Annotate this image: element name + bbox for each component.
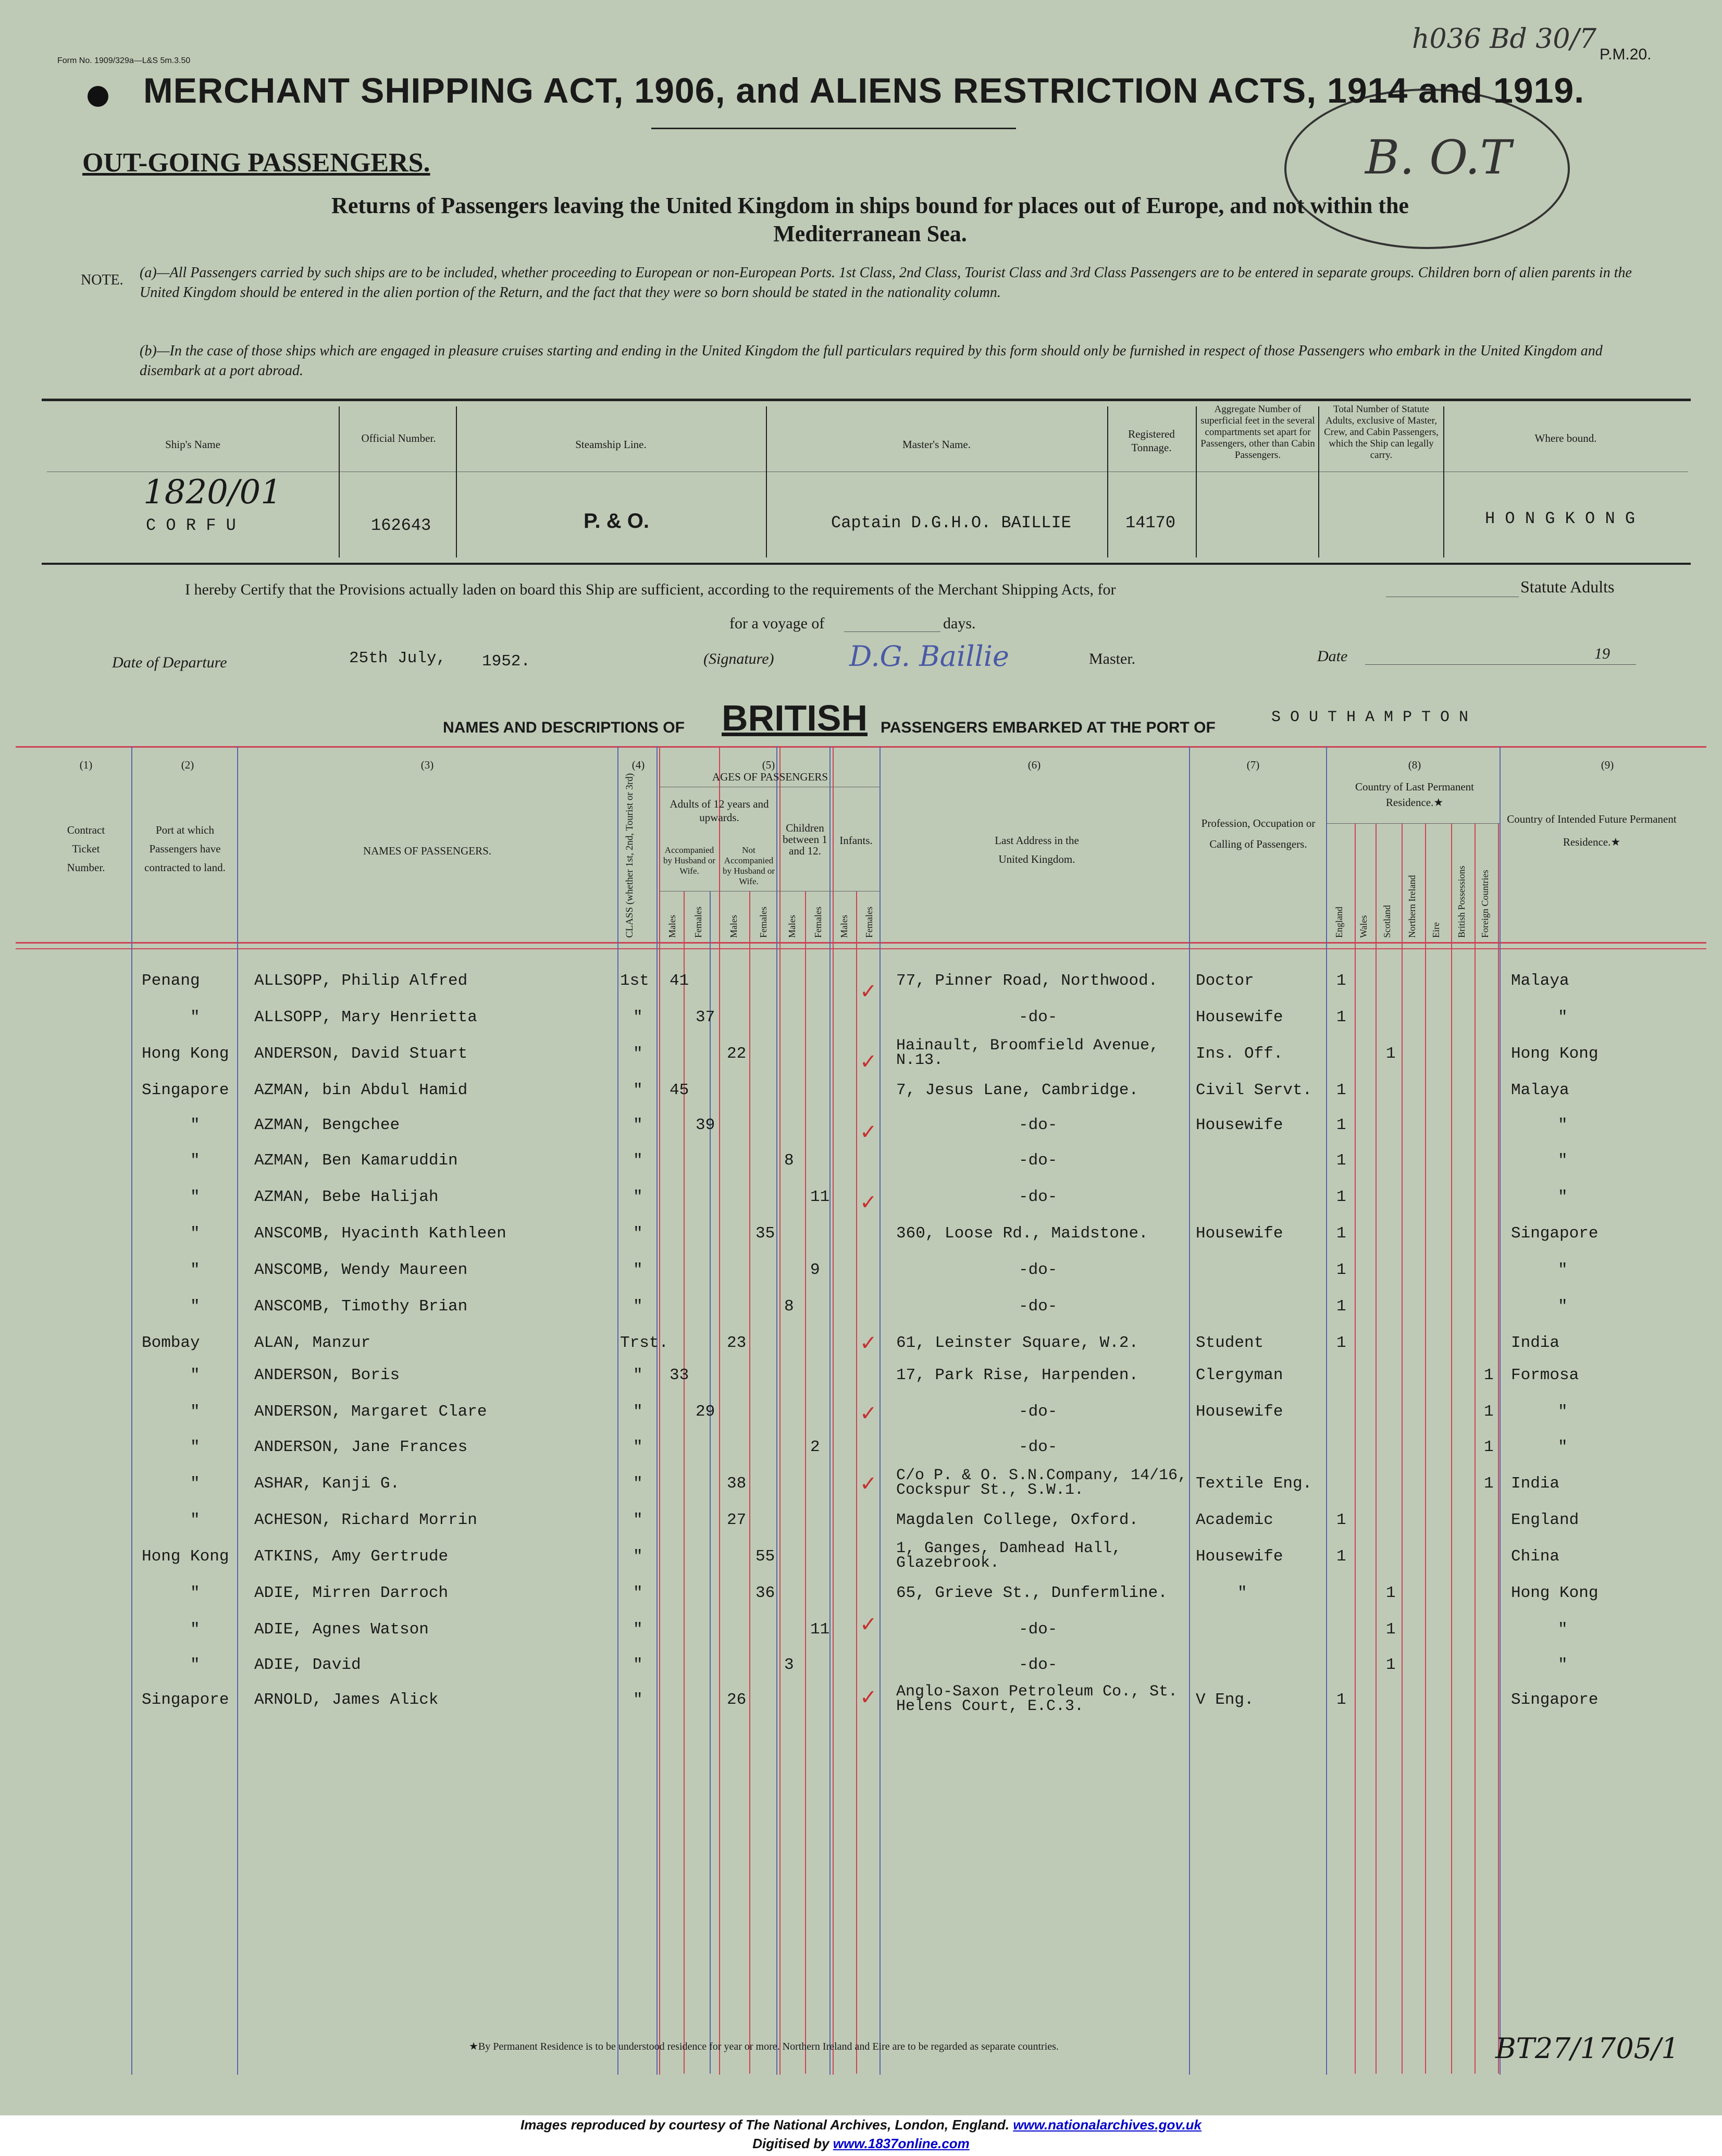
ship-ref-number: 1820/01 [143, 473, 282, 512]
future-residence: Malaya [1511, 972, 1569, 990]
profession: Textile Eng. [1196, 1474, 1312, 1493]
port-of-landing: " [190, 1151, 200, 1170]
passenger-age: 8 [784, 1151, 794, 1170]
country-rule [1326, 823, 1500, 824]
last-address: -do- [1019, 1620, 1058, 1639]
ships-name-header: Ship's Name [165, 438, 220, 451]
master-label: Master. [1089, 650, 1136, 667]
profession: " [1237, 1584, 1247, 1602]
passenger-name: ANDERSON, Boris [254, 1366, 400, 1384]
credit-footer [0, 2115, 1722, 2156]
males-label: Males [728, 915, 739, 938]
residence-mark: 1 [1336, 1297, 1346, 1316]
passenger-age: 2 [810, 1438, 820, 1456]
passenger-class: " [633, 1691, 643, 1709]
passenger-name: ALLSOPP, Mary Henrietta [254, 1008, 477, 1026]
passenger-age: 22 [727, 1045, 747, 1063]
table-row [0, 1297, 1722, 1334]
aggregate-header: Aggregate Number of superficial feet in the several compartments set apart for Passengers, other than Cabin Passengers. [1200, 404, 1315, 461]
future-residence: Hong Kong [1511, 1584, 1599, 1602]
ship-col-divider [1443, 406, 1444, 557]
residence-mark: 1 [1336, 1151, 1346, 1170]
passenger-class: " [633, 1511, 643, 1529]
last-address: -do- [1019, 1188, 1058, 1206]
port-of-landing: " [190, 1656, 200, 1674]
passenger-age: 45 [670, 1081, 689, 1099]
residence-mark: 1 [1484, 1366, 1494, 1384]
table-row [0, 1511, 1722, 1547]
passenger-name: ARNOLD, James Alick [254, 1691, 439, 1709]
ship-col-divider [339, 406, 340, 557]
future-residence: Malaya [1511, 1081, 1569, 1099]
scotland-label: Scotland [1382, 905, 1392, 938]
port-of-landing: Bombay [142, 1334, 200, 1352]
residence-mark: 1 [1336, 1511, 1346, 1529]
passenger-name: AZMAN, bin Abdul Hamid [254, 1081, 468, 1099]
passenger-name: ACHESON, Richard Morrin [254, 1511, 477, 1529]
master-signature: D.G. Baillie [849, 640, 1009, 673]
passenger-class: " [633, 1366, 643, 1384]
last-address: -do- [1019, 1438, 1058, 1456]
red-rule [16, 942, 1706, 944]
accompanied-header: Accompanied by Husband or Wife. [663, 845, 716, 876]
future-residence: Singapore [1511, 1224, 1599, 1243]
contract-header: Contract Ticket Number. [67, 824, 105, 874]
col-num-1: (1) [79, 759, 93, 771]
circle-stamp-text: B. O.T [1365, 130, 1512, 185]
passenger-name: ANSCOMB, Timothy Brian [254, 1297, 468, 1316]
port-of-landing: " [190, 1403, 200, 1421]
total-number-header: Total Number of Statute Adults, exclusive of Master, Crew, and Cabin Passengers, which the Ship can legally carry. [1324, 404, 1439, 461]
passenger-age: 35 [755, 1224, 775, 1243]
residence-mark: 1 [1336, 1261, 1346, 1279]
steamship-line: P. & O. [584, 510, 649, 532]
passenger-age: 55 [755, 1547, 775, 1566]
date-label: Date [1317, 648, 1348, 665]
passenger-class: " [633, 1403, 643, 1421]
profession: V Eng. [1196, 1691, 1254, 1709]
profession: Housewife [1196, 1224, 1283, 1243]
future-residence: " [1558, 1403, 1568, 1421]
form-code: P.M.20. [1600, 46, 1652, 63]
passenger-class: " [633, 1188, 643, 1206]
table-row [0, 1540, 1722, 1584]
future-residence: China [1511, 1547, 1560, 1566]
ship-col-divider [456, 406, 457, 557]
passenger-name: ANDERSON, Jane Frances [254, 1438, 468, 1456]
last-address: -do- [1019, 1008, 1058, 1026]
profession: Housewife [1196, 1403, 1283, 1421]
national-archives-link[interactable]: www.nationalarchives.gov.uk [1013, 2117, 1202, 2133]
last-address: 77, Pinner Road, Northwood. [896, 972, 1158, 990]
date-year-label: 19 [1594, 645, 1610, 662]
passenger-class: " [633, 1547, 643, 1566]
table-row [0, 1366, 1722, 1403]
future-residence: " [1558, 1008, 1568, 1026]
table-row [0, 1151, 1722, 1188]
passenger-class: " [633, 1008, 643, 1026]
last-address-header: Last Address in the United Kingdom. [995, 834, 1079, 865]
northern-ireland-label: Northern Ireland [1407, 875, 1417, 938]
passenger-class: 1st [620, 972, 649, 990]
port-of-landing: " [190, 1511, 200, 1529]
passenger-class: " [633, 1261, 643, 1279]
passenger-age: 23 [727, 1334, 747, 1352]
passenger-age: 33 [670, 1366, 689, 1384]
port-of-landing: " [190, 1438, 200, 1456]
port-of-landing: " [190, 1366, 200, 1384]
future-residence: Formosa [1511, 1366, 1579, 1384]
port-of-landing: " [190, 1297, 200, 1316]
last-address: -do- [1019, 1403, 1058, 1421]
ship-col-divider [766, 406, 767, 557]
note-label: NOTE. [81, 272, 123, 288]
future-residence: " [1558, 1656, 1568, 1674]
red-check-mark: ✓ [860, 1050, 877, 1074]
profession: Student [1196, 1334, 1264, 1352]
port-of-landing: Hong Kong [142, 1045, 229, 1063]
red-check-mark: ✓ [860, 1472, 877, 1496]
future-residence: India [1511, 1334, 1560, 1352]
last-address: 61, Leinster Square, W.2. [896, 1334, 1139, 1352]
voyage-label: for a voyage of [729, 615, 825, 632]
credit-text: Digitised by [752, 2136, 829, 2151]
red-check-mark: ✓ [860, 1120, 877, 1144]
passenger-age: 27 [727, 1511, 747, 1529]
credit-line-1 [0, 2115, 1722, 2134]
females-label: Females [693, 907, 703, 938]
credit-text: Images reproduced by courtesy of The National Archives, London, England. [520, 2117, 1010, 2133]
profession: Ins. Off. [1196, 1045, 1283, 1063]
credit-line-2 [0, 2134, 1722, 2153]
passenger-name: ANSCOMB, Wendy Maureen [254, 1261, 468, 1279]
passenger-name: ANDERSON, Margaret Clare [254, 1403, 487, 1421]
last-address: 1, Ganges, Damhead Hall, Glazebrook. [896, 1540, 1122, 1572]
official-number-header: Official Number. [361, 432, 436, 444]
port-of-landing: Penang [142, 972, 200, 990]
col-num-8: (8) [1408, 759, 1421, 771]
residence-mark: 1 [1336, 1188, 1346, 1206]
passenger-name: AZMAN, Ben Kamaruddin [254, 1151, 458, 1170]
females-label: Females [758, 907, 769, 938]
class-header: CLASS (whether 1st, 2nd, Tourist or 3rd) [624, 773, 635, 938]
passenger-class: " [633, 1438, 643, 1456]
last-address: -do- [1019, 1261, 1058, 1279]
passenger-class: " [633, 1224, 643, 1243]
port-of-embarkation: S O U T H A M P T O N [1271, 709, 1469, 726]
passenger-class: " [633, 1474, 643, 1493]
port-of-landing: Singapore [142, 1081, 229, 1099]
females-label: Females [813, 907, 823, 938]
table-row [0, 1261, 1722, 1297]
passenger-class: " [633, 1620, 643, 1639]
future-residence: " [1558, 1261, 1568, 1279]
departure-year: 1952. [482, 652, 531, 671]
outgoing-heading: OUT-GOING PASSENGERS. [82, 148, 430, 178]
passenger-name: ADIE, Mirren Darroch [254, 1584, 449, 1602]
names-heading-post: PASSENGERS EMBARKED AT THE PORT OF [881, 719, 1216, 736]
future-residence: Singapore [1511, 1691, 1599, 1709]
passenger-name: ADIE, David [254, 1656, 361, 1674]
red-check-mark: ✓ [860, 1686, 877, 1709]
note-b: (b)—In the case of those ships which are engaged in pleasure cruises starting and ending in the United Kingdom the full particulars required by this form should only be furnished in respect of those Passengers who embark in the United Kingdom and disembark at a port abroad. [140, 343, 1603, 379]
profession: Academic [1196, 1511, 1273, 1529]
port-of-landing: " [190, 1584, 200, 1602]
col-num-7: (7) [1246, 759, 1260, 771]
residence-mark: 1 [1484, 1403, 1494, 1421]
where-bound-header: Where bound. [1534, 432, 1597, 444]
future-residence: " [1558, 1151, 1568, 1170]
ship-col-divider [1107, 406, 1108, 557]
table-row [0, 1008, 1722, 1045]
eire-label: Eire [1431, 922, 1441, 938]
passenger-name: AZMAN, Bebe Halijah [254, 1188, 439, 1206]
females-label: Females [864, 907, 874, 938]
port-of-landing: " [190, 1224, 200, 1243]
certify-text: I hereby Certify that the Provisions actually laden on board this Ship are sufficient, according to the requirements of the Merchant Shipping Acts, for [185, 581, 1116, 598]
passenger-age: 37 [696, 1008, 715, 1026]
voyage-days: days. [943, 615, 976, 632]
last-address: Anglo-Saxon Petroleum Co., St. Helens Court, E.C.3. [896, 1683, 1178, 1715]
steamship-line-header: Steamship Line. [575, 438, 647, 451]
masters-name-header: Master's Name. [902, 438, 971, 451]
country-last-header: Country of Last Permanent Residence.★ [1355, 780, 1475, 809]
passenger-age: 41 [670, 972, 689, 990]
future-residence: " [1558, 1620, 1568, 1639]
passenger-name: ASHAR, Kanji G. [254, 1474, 400, 1493]
residence-mark: 1 [1336, 1008, 1346, 1026]
future-residence-header: Country of Intended Future Permanent Residence.★ [1507, 813, 1677, 848]
ship-table-top-rule [42, 399, 1691, 401]
registered-tonnage: 14170 [1125, 513, 1176, 532]
returns-heading: Returns of Passengers leaving the United Kingdom in ships bound for places out of Europe, and not within the Mediterranean Sea. [331, 193, 1409, 246]
profession: Doctor [1196, 972, 1254, 990]
last-address: 360, Loose Rd., Maidstone. [896, 1224, 1148, 1243]
last-address: 7, Jesus Lane, Cambridge. [896, 1081, 1139, 1099]
residence-mark: 1 [1336, 1547, 1346, 1566]
document-title: MERCHANT SHIPPING ACT, 1906, and ALIENS RESTRICTION ACTS, 1914 and 1919. [143, 71, 1585, 110]
residence-mark: 1 [1484, 1438, 1494, 1456]
names-heading-pre: NAMES AND DESCRIPTIONS OF [443, 719, 685, 736]
profession: Housewife [1196, 1547, 1283, 1566]
port-header: Port at which Passengers have contracted to land. [144, 824, 226, 874]
port-of-landing: " [190, 1188, 200, 1206]
where-bound: H O N G K O N G [1485, 509, 1636, 528]
table-row [0, 1438, 1722, 1474]
males-label: Males [667, 915, 677, 938]
table-row [0, 1224, 1722, 1261]
ship-col-divider [1196, 406, 1197, 557]
port-of-landing: " [190, 1474, 200, 1493]
port-of-landing: " [190, 1261, 200, 1279]
nationality-heading: BRITISH [722, 698, 868, 738]
profession: Housewife [1196, 1008, 1283, 1026]
future-residence: " [1558, 1116, 1568, 1134]
names-header: NAMES OF PASSENGERS. [363, 845, 492, 857]
date-of-departure: 25th July, [349, 649, 447, 667]
males-label: Males [787, 915, 797, 938]
passenger-class: " [633, 1297, 643, 1316]
red-check-mark: ✓ [860, 1191, 877, 1215]
port-of-landing: Singapore [142, 1691, 229, 1709]
col-num-5: (5) [762, 759, 775, 771]
profession: Clergyman [1196, 1366, 1283, 1384]
british-possessions-label: British Possessions [1456, 865, 1467, 938]
passenger-age: 9 [810, 1261, 820, 1279]
last-address: -do- [1019, 1151, 1058, 1170]
passenger-age: 3 [784, 1656, 794, 1674]
official-number: 162643 [371, 516, 431, 535]
future-residence: " [1558, 1297, 1568, 1316]
dotted-blank [844, 631, 940, 632]
signature-label: (Signature) [703, 650, 774, 667]
ages-header: AGES OF PASSENGERS [712, 771, 828, 783]
residence-mark: 1 [1386, 1045, 1396, 1063]
residence-mark: 1 [1336, 1081, 1346, 1099]
passenger-age: 11 [810, 1620, 830, 1639]
last-address: 17, Park Rise, Harpenden. [896, 1366, 1139, 1384]
port-of-landing: " [190, 1116, 200, 1134]
archive-reference: BT27/1705/1 [1495, 2032, 1679, 2065]
passenger-age: 29 [696, 1403, 715, 1421]
col-num-2: (2) [181, 759, 194, 771]
wales-label: Wales [1358, 915, 1369, 938]
dotted-blank [1365, 664, 1636, 665]
red-rule [16, 948, 1706, 949]
passenger-name: ANDERSON, David Stuart [254, 1045, 468, 1063]
passenger-age: 26 [727, 1691, 747, 1709]
col-num-3: (3) [420, 759, 434, 771]
passenger-class: " [633, 1116, 643, 1134]
passenger-age: 39 [696, 1116, 715, 1134]
profession-header: Profession, Occupation or Calling of Passengers. [1201, 817, 1316, 850]
passenger-name: ALAN, Manzur [254, 1334, 371, 1352]
master-name: Captain D.G.H.O. BAILLIE [831, 513, 1071, 532]
profession: Housewife [1196, 1116, 1283, 1134]
males-label: Males [839, 915, 849, 938]
last-address: Magdalen College, Oxford. [896, 1511, 1139, 1529]
passenger-age: 38 [727, 1474, 747, 1493]
passenger-name: ALLSOPP, Philip Alfred [254, 972, 468, 990]
passenger-name: AZMAN, Bengchee [254, 1116, 400, 1134]
passenger-name: ADIE, Agnes Watson [254, 1620, 429, 1639]
last-address: -do- [1019, 1656, 1058, 1674]
residence-mark: 1 [1336, 972, 1346, 990]
passenger-class: " [633, 1151, 643, 1170]
tonnage-header: Registered Tonnage. [1128, 428, 1175, 454]
ship-name: C O R F U [146, 516, 236, 535]
future-residence: " [1558, 1188, 1568, 1206]
passenger-name: ATKINS, Amy Gertrude [254, 1547, 449, 1566]
col-num-4: (4) [631, 759, 645, 771]
date-of-departure-label: Date of Departure [112, 654, 227, 671]
port-of-landing: Hong Kong [142, 1547, 229, 1566]
title-rule [651, 128, 1016, 129]
red-check-mark: ✓ [860, 1331, 877, 1355]
infants-header: Infants. [839, 834, 873, 847]
residence-mark: 1 [1336, 1334, 1346, 1352]
1837online-link[interactable]: www.1837online.com [833, 2136, 970, 2151]
adults-header: Adults of 12 years and upwards. [670, 798, 769, 824]
last-address: Hainault, Broomfield Avenue, N.13. [896, 1037, 1159, 1069]
last-address: -do- [1019, 1116, 1058, 1134]
future-residence: " [1558, 1438, 1568, 1456]
residence-mark: 1 [1336, 1224, 1346, 1243]
port-of-landing: " [190, 1620, 200, 1639]
future-residence: Hong Kong [1511, 1045, 1599, 1063]
residence-mark: 1 [1336, 1691, 1346, 1709]
residence-mark: 1 [1386, 1656, 1396, 1674]
table-row [0, 1081, 1722, 1118]
red-check-mark: ✓ [860, 1613, 877, 1637]
col-num-6: (6) [1027, 759, 1041, 771]
red-rule [16, 746, 1706, 748]
port-of-landing: " [190, 1008, 200, 1026]
passenger-age: 11 [810, 1188, 830, 1206]
passenger-name: ANSCOMB, Hyacinth Kathleen [254, 1224, 506, 1243]
ship-table-bottom-rule [42, 563, 1691, 565]
residence-mark: 1 [1336, 1116, 1346, 1134]
passenger-class: Trst. [620, 1334, 669, 1352]
england-label: England [1334, 907, 1344, 938]
last-address: -do- [1019, 1297, 1058, 1316]
residence-mark: 1 [1386, 1584, 1396, 1602]
passenger-class: " [633, 1081, 643, 1099]
footnote: ★By Permanent Residence is to be understood residence for year or more. Northern Ireland and Eire are to be regarded as separate countries. [469, 2041, 1059, 2052]
residence-mark: 1 [1484, 1474, 1494, 1493]
future-residence: India [1511, 1474, 1560, 1493]
profession: Civil Servt. [1196, 1081, 1312, 1099]
children-header: Children between 1 and 12. [783, 822, 827, 857]
red-check-mark: ✓ [860, 1402, 877, 1426]
col-num-9: (9) [1601, 759, 1614, 771]
not-accompanied-header: Not Accompanied by Husband or Wife. [722, 845, 775, 886]
last-address: 65, Grieve St., Dunfermline. [896, 1584, 1168, 1602]
passenger-age: 8 [784, 1297, 794, 1316]
form-number: Form No. 1909/329a—L&S 5m.3.50 [57, 56, 191, 65]
red-check-mark: ✓ [860, 980, 877, 1003]
future-residence: England [1511, 1511, 1579, 1529]
foreign-countries-label: Foreign Countries [1480, 870, 1490, 938]
bullet-dot [88, 86, 108, 107]
passenger-class: " [633, 1656, 643, 1674]
top-stamp: h036 Bd 30/7 [1412, 23, 1597, 55]
statute-adults: Statute Adults [1520, 577, 1615, 596]
last-address: C/o P. & O. S.N.Company, 14/16, Cockspur St., S.W.1. [896, 1467, 1187, 1499]
ship-col-divider [1318, 406, 1319, 557]
passenger-age: 36 [755, 1584, 775, 1602]
residence-mark: 1 [1386, 1620, 1396, 1639]
passenger-class: " [633, 1045, 643, 1063]
passenger-class: " [633, 1584, 643, 1602]
note-a: (a)—All Passengers carried by such ships are to be included, whether proceeding to European or non-European Ports. 1st Class, 2nd Class, Tourist Class and 3rd Class Passengers are to be entered in separate groups. Children born of alien parents in the United Kingdom should be entered in the alien portion of the Return, and the fact that they were so born should be stated in the nationality column. [140, 265, 1632, 301]
